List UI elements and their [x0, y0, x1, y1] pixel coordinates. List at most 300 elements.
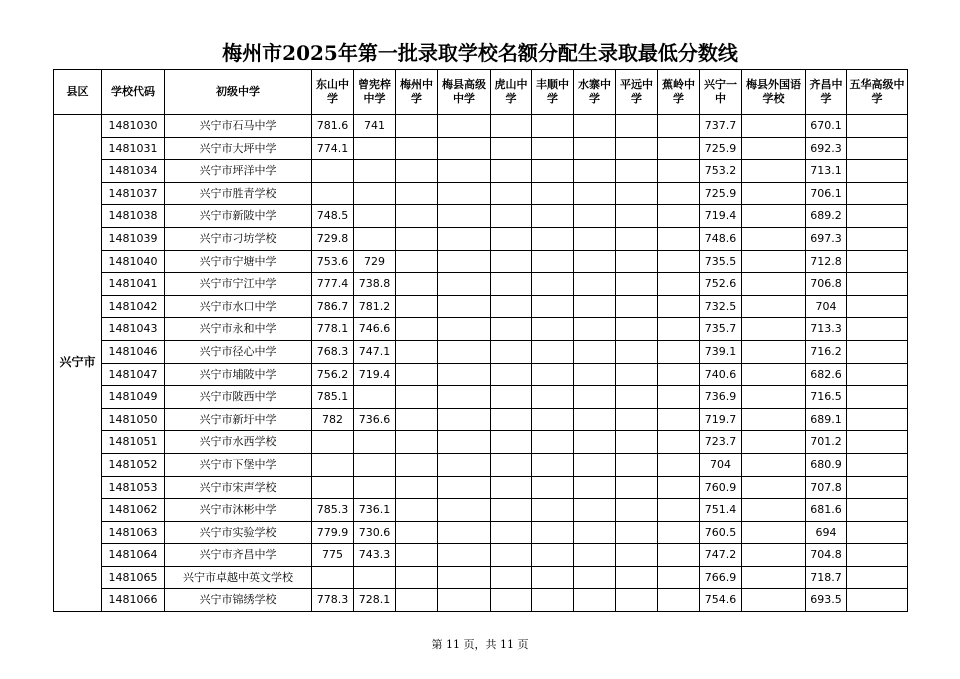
table-row	[54, 363, 908, 386]
score-cell: 735.5	[700, 250, 742, 273]
score-cell	[847, 566, 908, 589]
score-cell	[616, 386, 658, 409]
score-cell: 713.3	[806, 318, 847, 341]
score-cell	[658, 318, 700, 341]
score-cell: 729.8	[312, 227, 354, 250]
page-footer: 第 11 页，共 11 页	[431, 638, 529, 651]
school-code-cell: 1481066	[102, 589, 165, 612]
score-cell	[312, 566, 354, 589]
score-cell: 719.4	[700, 205, 742, 228]
score-cell	[847, 589, 908, 612]
score-cell: 732.5	[700, 295, 742, 318]
score-cell: 718.7	[806, 566, 847, 589]
score-cell	[847, 182, 908, 205]
score-cell	[532, 227, 574, 250]
school-name-cell: 兴宁市水西学校	[165, 431, 312, 454]
score-cell: 704	[806, 295, 847, 318]
score-cell: 716.5	[806, 386, 847, 409]
score-cell	[574, 227, 616, 250]
score-cell: 737.7	[700, 115, 742, 138]
score-cell	[574, 137, 616, 160]
score-cell	[396, 566, 438, 589]
score-cell: 716.2	[806, 340, 847, 363]
score-cell: 707.8	[806, 476, 847, 499]
score-cell	[658, 115, 700, 138]
school-code-cell: 1481050	[102, 408, 165, 431]
score-cell	[658, 521, 700, 544]
county-cell: 兴宁市	[54, 115, 102, 612]
score-cell: 681.6	[806, 499, 847, 522]
score-cell: 730.6	[354, 521, 396, 544]
score-cell	[658, 431, 700, 454]
score-cell: 741	[354, 115, 396, 138]
score-cell	[742, 386, 806, 409]
score-cell	[742, 408, 806, 431]
score-cell	[491, 160, 532, 183]
score-cell	[438, 273, 491, 296]
score-cell	[574, 431, 616, 454]
score-cell	[847, 295, 908, 318]
score-cell: 697.3	[806, 227, 847, 250]
score-cell	[491, 476, 532, 499]
score-cell	[354, 476, 396, 499]
score-cell	[742, 182, 806, 205]
school-code-cell: 1481034	[102, 160, 165, 183]
score-cell	[616, 295, 658, 318]
score-cell	[847, 544, 908, 567]
score-cell	[847, 363, 908, 386]
score-cell	[742, 431, 806, 454]
score-cell	[658, 453, 700, 476]
score-cell	[491, 340, 532, 363]
score-cell	[742, 205, 806, 228]
table-row	[54, 589, 908, 612]
score-cell	[312, 431, 354, 454]
score-cell	[438, 363, 491, 386]
score-cell	[847, 205, 908, 228]
score-cell	[616, 521, 658, 544]
school-code-cell: 1481038	[102, 205, 165, 228]
school-code-cell: 1481037	[102, 182, 165, 205]
score-cell	[438, 227, 491, 250]
score-cell	[438, 453, 491, 476]
score-cell	[438, 250, 491, 273]
school-code-cell: 1481039	[102, 227, 165, 250]
score-cell	[532, 340, 574, 363]
school-code-cell: 1481051	[102, 431, 165, 454]
score-cell	[847, 250, 908, 273]
score-cell: 760.5	[700, 521, 742, 544]
school-name-cell: 兴宁市径心中学	[165, 340, 312, 363]
score-cell	[312, 476, 354, 499]
score-cell	[532, 295, 574, 318]
table-row	[54, 182, 908, 205]
score-cell	[354, 227, 396, 250]
score-cell: 713.1	[806, 160, 847, 183]
column-header: 东山中学	[312, 70, 354, 115]
score-cell	[742, 566, 806, 589]
score-cell	[658, 273, 700, 296]
score-cell: 778.3	[312, 589, 354, 612]
score-cell	[616, 115, 658, 138]
score-cell: 704.8	[806, 544, 847, 567]
table-row	[54, 295, 908, 318]
score-cell	[438, 160, 491, 183]
score-cell	[574, 521, 616, 544]
score-cell	[574, 386, 616, 409]
score-cell: 738.8	[354, 273, 396, 296]
score-cell: 692.3	[806, 137, 847, 160]
score-cell	[438, 499, 491, 522]
score-cell	[491, 408, 532, 431]
score-cell	[396, 205, 438, 228]
score-cell	[574, 160, 616, 183]
score-cell	[354, 160, 396, 183]
score-cell: 706.1	[806, 182, 847, 205]
score-cell	[658, 544, 700, 567]
score-cell	[396, 250, 438, 273]
school-name-cell: 兴宁市锦绣学校	[165, 589, 312, 612]
table-row	[54, 544, 908, 567]
score-cell	[438, 476, 491, 499]
score-cell: 694	[806, 521, 847, 544]
school-code-cell: 1481040	[102, 250, 165, 273]
score-cell: 729	[354, 250, 396, 273]
score-cell: 753.2	[700, 160, 742, 183]
score-cell	[742, 137, 806, 160]
score-cell: 736.6	[354, 408, 396, 431]
score-cell	[847, 273, 908, 296]
score-cell: 754.6	[700, 589, 742, 612]
column-header: 虎山中学	[491, 70, 532, 115]
column-header: 学校代码	[102, 70, 165, 115]
score-cell	[616, 137, 658, 160]
score-cell	[438, 295, 491, 318]
score-cell	[658, 340, 700, 363]
school-name-cell: 兴宁市卓越中英文学校	[165, 566, 312, 589]
score-cell	[847, 318, 908, 341]
score-cell	[532, 453, 574, 476]
score-cell	[742, 589, 806, 612]
score-cell	[438, 386, 491, 409]
score-cell	[616, 408, 658, 431]
score-cell	[438, 182, 491, 205]
score-cell	[658, 205, 700, 228]
score-cell	[658, 386, 700, 409]
school-code-cell: 1481064	[102, 544, 165, 567]
score-cell	[491, 273, 532, 296]
score-cell	[616, 205, 658, 228]
score-cell	[491, 115, 532, 138]
score-cell: 712.8	[806, 250, 847, 273]
score-cell	[616, 431, 658, 454]
score-cell	[532, 182, 574, 205]
score-cell	[616, 160, 658, 183]
score-cell	[658, 589, 700, 612]
score-cell	[491, 589, 532, 612]
score-cell	[616, 250, 658, 273]
column-header: 曾宪梓中学	[354, 70, 396, 115]
school-code-cell: 1481049	[102, 386, 165, 409]
score-cell	[658, 566, 700, 589]
school-code-cell: 1481043	[102, 318, 165, 341]
score-cell	[658, 250, 700, 273]
score-cell	[574, 499, 616, 522]
score-cell: 766.9	[700, 566, 742, 589]
score-cell	[658, 363, 700, 386]
score-cell: 778.1	[312, 318, 354, 341]
score-cell	[354, 205, 396, 228]
score-cell	[396, 182, 438, 205]
score-cell: 743.3	[354, 544, 396, 567]
score-cell	[491, 182, 532, 205]
score-cell	[438, 566, 491, 589]
score-cell	[491, 499, 532, 522]
score-cell	[396, 499, 438, 522]
score-cell: 736.9	[700, 386, 742, 409]
table-row	[54, 318, 908, 341]
school-code-cell: 1481052	[102, 453, 165, 476]
score-cell: 719.7	[700, 408, 742, 431]
table-row	[54, 205, 908, 228]
table-row	[54, 408, 908, 431]
score-cell	[574, 408, 616, 431]
column-header: 初级中学	[165, 70, 312, 115]
score-cell: 775	[312, 544, 354, 567]
score-cell	[658, 182, 700, 205]
score-cell	[616, 273, 658, 296]
score-cell	[438, 318, 491, 341]
score-cell	[491, 295, 532, 318]
score-cell	[616, 476, 658, 499]
school-code-cell: 1481030	[102, 115, 165, 138]
score-cell	[491, 566, 532, 589]
score-cell	[658, 408, 700, 431]
column-header: 梅县高级中学	[438, 70, 491, 115]
score-cell	[438, 521, 491, 544]
school-name-cell: 兴宁市新圩中学	[165, 408, 312, 431]
score-cell	[574, 363, 616, 386]
score-cell	[532, 544, 574, 567]
score-cell: 728.1	[354, 589, 396, 612]
score-cell	[354, 386, 396, 409]
school-name-cell: 兴宁市石马中学	[165, 115, 312, 138]
school-name-cell: 兴宁市实验学校	[165, 521, 312, 544]
score-cell	[847, 227, 908, 250]
score-cell: 751.4	[700, 499, 742, 522]
score-cell	[742, 318, 806, 341]
score-cell	[847, 386, 908, 409]
score-cell	[616, 566, 658, 589]
score-cell	[742, 160, 806, 183]
score-cell	[491, 227, 532, 250]
score-cell	[491, 431, 532, 454]
table-row	[54, 250, 908, 273]
score-cell: 779.9	[312, 521, 354, 544]
score-cell	[847, 521, 908, 544]
score-cell	[658, 227, 700, 250]
score-cell: 719.4	[354, 363, 396, 386]
score-cell	[742, 453, 806, 476]
score-cell: 680.9	[806, 453, 847, 476]
score-cell	[438, 431, 491, 454]
column-header: 水寨中学	[574, 70, 616, 115]
score-cell: 748.5	[312, 205, 354, 228]
score-cell	[354, 137, 396, 160]
score-cell	[396, 340, 438, 363]
score-cell	[396, 544, 438, 567]
score-cell	[847, 453, 908, 476]
table-row	[54, 431, 908, 454]
score-cell	[574, 566, 616, 589]
score-cell	[491, 205, 532, 228]
score-cell	[658, 499, 700, 522]
score-cell	[438, 544, 491, 567]
score-cell: 739.1	[700, 340, 742, 363]
header-row	[54, 70, 908, 115]
score-cell	[658, 137, 700, 160]
school-name-cell: 兴宁市陂西中学	[165, 386, 312, 409]
score-cell	[438, 408, 491, 431]
table-row	[54, 340, 908, 363]
school-name-cell: 兴宁市坪洋中学	[165, 160, 312, 183]
score-cell	[491, 521, 532, 544]
score-cell	[396, 589, 438, 612]
score-cell	[438, 115, 491, 138]
score-cell	[396, 137, 438, 160]
score-cell	[847, 499, 908, 522]
score-cell: 670.1	[806, 115, 847, 138]
score-cell	[742, 544, 806, 567]
table-row	[54, 115, 908, 138]
score-cell: 782	[312, 408, 354, 431]
score-cell	[491, 318, 532, 341]
score-cell: 701.2	[806, 431, 847, 454]
score-cell	[532, 205, 574, 228]
score-cell	[396, 453, 438, 476]
score-cell	[532, 115, 574, 138]
score-cell	[532, 318, 574, 341]
table-row	[54, 521, 908, 544]
score-cell: 736.1	[354, 499, 396, 522]
score-cell	[616, 499, 658, 522]
score-cell: 746.6	[354, 318, 396, 341]
score-cell	[396, 408, 438, 431]
school-name-cell: 兴宁市水口中学	[165, 295, 312, 318]
score-cell	[532, 386, 574, 409]
score-cell: 706.8	[806, 273, 847, 296]
school-name-cell: 兴宁市永和中学	[165, 318, 312, 341]
page-title: 梅州市2025年第一批录取学校名额分配生录取最低分数线	[222, 41, 738, 65]
score-cell	[847, 476, 908, 499]
school-code-cell: 1481046	[102, 340, 165, 363]
score-cell: 753.6	[312, 250, 354, 273]
score-cell	[532, 273, 574, 296]
score-cell: 689.1	[806, 408, 847, 431]
score-cell	[312, 182, 354, 205]
table-row	[54, 476, 908, 499]
score-cell	[847, 340, 908, 363]
column-header: 梅州中学	[396, 70, 438, 115]
score-cell	[574, 273, 616, 296]
school-code-cell: 1481047	[102, 363, 165, 386]
score-cell	[658, 160, 700, 183]
score-cell: 748.6	[700, 227, 742, 250]
school-name-cell: 兴宁市宋声学校	[165, 476, 312, 499]
score-cell	[574, 182, 616, 205]
score-cell	[532, 589, 574, 612]
table-row	[54, 137, 908, 160]
score-cell	[354, 431, 396, 454]
score-cell	[532, 363, 574, 386]
score-cell: 740.6	[700, 363, 742, 386]
score-cell	[532, 250, 574, 273]
score-cell	[616, 182, 658, 205]
school-name-cell: 兴宁市宁塘中学	[165, 250, 312, 273]
score-cell: 735.7	[700, 318, 742, 341]
column-header: 梅县外国语学校	[742, 70, 806, 115]
score-cell	[742, 295, 806, 318]
score-cell	[491, 363, 532, 386]
score-cell	[532, 431, 574, 454]
score-cell	[847, 431, 908, 454]
score-cell	[742, 363, 806, 386]
school-name-cell: 兴宁市胜青学校	[165, 182, 312, 205]
score-cell: 785.1	[312, 386, 354, 409]
score-cell	[438, 589, 491, 612]
score-cell	[616, 318, 658, 341]
score-cell	[396, 363, 438, 386]
score-cell	[491, 137, 532, 160]
score-cell: 747.2	[700, 544, 742, 567]
school-code-cell: 1481063	[102, 521, 165, 544]
score-cell	[742, 227, 806, 250]
score-cell: 693.5	[806, 589, 847, 612]
score-cell	[312, 160, 354, 183]
score-cell: 756.2	[312, 363, 354, 386]
score-cell	[616, 227, 658, 250]
score-cell	[574, 544, 616, 567]
table-row	[54, 273, 908, 296]
score-cell	[742, 499, 806, 522]
score-cell	[742, 340, 806, 363]
school-code-cell: 1481053	[102, 476, 165, 499]
score-cell	[616, 589, 658, 612]
school-code-cell: 1481065	[102, 566, 165, 589]
score-cell	[354, 566, 396, 589]
score-cell	[354, 453, 396, 476]
column-header: 县区	[54, 70, 102, 115]
school-name-cell: 兴宁市宁江中学	[165, 273, 312, 296]
school-name-cell: 兴宁市沐彬中学	[165, 499, 312, 522]
school-code-cell: 1481041	[102, 273, 165, 296]
score-cell	[396, 273, 438, 296]
score-cell	[574, 318, 616, 341]
school-name-cell: 兴宁市下堡中学	[165, 453, 312, 476]
score-cell	[742, 250, 806, 273]
score-cell	[616, 340, 658, 363]
table-row	[54, 386, 908, 409]
score-cell	[532, 476, 574, 499]
column-header: 蕉岭中学	[658, 70, 700, 115]
score-cell	[396, 227, 438, 250]
column-header: 兴宁一中	[700, 70, 742, 115]
score-cell: 704	[700, 453, 742, 476]
score-cell: 777.4	[312, 273, 354, 296]
score-cell	[438, 340, 491, 363]
score-cell	[491, 386, 532, 409]
score-cell	[396, 295, 438, 318]
